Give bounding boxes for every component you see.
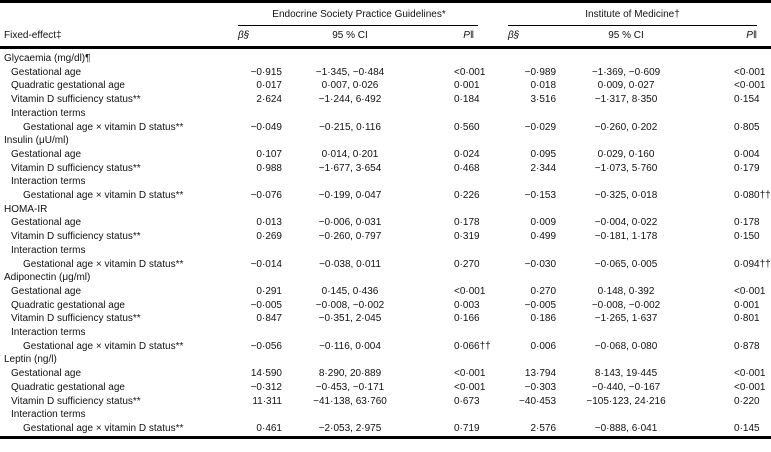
ci-endocrine: −0·351, 2·045 [318,313,382,325]
table-row [0,326,771,340]
row-label: Gestational age × vitamin D status** [23,121,184,133]
p-endocrine: 0·166 [454,313,480,325]
beta-endocrine: 0·461 [238,422,282,437]
beta-iom [508,134,556,148]
beta-endocrine: 0·269 [256,231,282,243]
ci-endocrine: −0·008, −0·002 [315,299,385,311]
beta-iom: 0·095 [530,148,557,160]
ci-iom: 8·143, 19·445 [594,368,658,380]
ci-endocrine: 0·145, 0·436 [321,285,379,297]
col-ci-1: 95 % CI [282,26,418,48]
row-label: Glycaemia (mg/dl)¶ [4,53,91,64]
beta-endocrine [238,271,282,285]
ci-iom: −0·065, 0·005 [594,258,658,270]
row-label: Quadratic gestational age [11,80,125,92]
row-label: Vitamin D sufficiency status** [11,94,141,106]
row-label: Interaction terms [11,409,86,421]
ci-endocrine: −0·116, 0·004 [319,340,381,352]
p-iom [696,134,757,148]
p-iom [696,326,757,340]
row-label: Quadratic gestational age [11,299,125,311]
row-label: Gestational age [11,285,82,297]
ci-endocrine: −1·244, 6·492 [318,94,382,106]
beta-iom: −0·005 [524,299,557,311]
table-row [0,66,771,80]
beta-endocrine: 0·017 [256,80,282,92]
beta-iom: 3·516 [530,94,557,106]
beta-iom: 0·270 [530,285,557,297]
beta-iom: 0·018 [530,80,557,92]
beta-endocrine: −0·056 [250,340,282,352]
beta-iom: 0·009 [530,217,557,229]
ci-endocrine: 0·014, 0·201 [321,148,379,160]
row-label: Vitamin D sufficiency status** [11,313,141,325]
table-row [0,408,771,422]
ci-endocrine: −0·453, −0·171 [315,381,385,393]
p-endocrine: 0·066†† [454,340,491,352]
table-row [0,285,771,299]
ci-iom: −0·325, 0·018 [594,190,658,202]
ci-iom: −0·008, −0·002 [591,299,661,311]
table-row [0,340,771,354]
beta-endocrine [238,107,282,121]
row-label: Adiponectin (μg/ml) [4,272,91,284]
p-iom: 0·220 [734,395,760,407]
p-iom: 0·801 [734,313,760,325]
row-label: Gestational age × vitamin D status** [0,422,238,437]
p-iom: 0·178 [734,217,760,229]
ci-endocrine: −1·677, 3·654 [318,162,382,174]
ci-iom [556,175,696,189]
ci-endocrine [282,408,418,422]
row-label: Gestational age × vitamin D status** [23,258,184,270]
beta-endocrine: 0·013 [256,217,282,229]
beta-iom [508,48,556,66]
beta-iom: −0·029 [524,121,557,133]
p-iom [696,48,757,66]
beta-endocrine [238,326,282,340]
column-header-row [0,26,771,48]
beta-endocrine: 11·311 [252,395,282,407]
beta-endocrine [238,134,282,148]
p-endocrine [418,175,478,189]
row-label: Insulin (μU/ml) [4,135,69,147]
col-ci-2: 95 % CI [556,26,696,48]
beta-endocrine: −0·915 [250,66,282,78]
beta-iom: 2·576 [508,422,556,437]
table-row [0,381,771,395]
p-iom: 0·080†† [734,190,771,202]
row-label: Gestational age × vitamin D status** [23,190,184,202]
p-iom [696,175,757,189]
beta-endocrine [238,353,282,367]
section-row [0,203,771,217]
beta-endocrine: 2·624 [256,94,282,106]
table-row [0,258,771,272]
ci-iom [556,271,696,285]
row-label: Gestational age [11,66,82,78]
p-iom: 0·179 [734,162,760,174]
ci-iom: −1·317, 8·350 [594,94,658,106]
p-endocrine: 0·178 [454,217,480,229]
col-p-2: P‖ [696,26,757,48]
table-row [0,216,771,230]
p-iom: 0·145 [696,422,757,437]
ci-iom [556,353,696,367]
group-header-row [0,2,771,26]
ci-iom [556,48,696,66]
beta-iom: −0·303 [524,381,557,393]
beta-endocrine [238,408,282,422]
p-endocrine: <0·001 [454,285,486,297]
p-iom: <0·001 [734,66,766,78]
table-row [0,175,771,189]
row-label: Interaction terms [11,176,86,188]
p-endocrine [418,244,478,258]
table-row [0,367,771,381]
row-label: Interaction terms [11,244,86,256]
p-endocrine: 0·319 [454,231,480,243]
beta-iom [508,244,556,258]
beta-iom: 0·006 [530,340,557,352]
p-endocrine [418,326,478,340]
ci-iom: −0·440, −0·167 [591,381,661,393]
p-endocrine: <0·001 [454,66,486,78]
beta-iom: 0·499 [530,231,557,243]
ci-iom: −1·369, −0·609 [591,66,661,78]
beta-endocrine: 0·291 [256,285,282,297]
beta-iom: 2·344 [530,162,557,174]
ci-iom [556,244,696,258]
p-endocrine [418,134,478,148]
beta-endocrine: −0·014 [250,258,282,270]
ci-endocrine: 0·007, 0·026 [321,80,379,92]
section-row [0,271,771,285]
ci-iom: −1·073, 5·760 [594,162,658,174]
ci-endocrine: −0·199, 0·047 [318,190,382,202]
row-label: Gestational age [11,368,82,380]
beta-endocrine [238,244,282,258]
beta-iom: −0·153 [524,190,557,202]
beta-endocrine: 0·988 [256,162,282,174]
p-endocrine: 0·001 [454,80,480,92]
p-iom: 0·094†† [734,258,771,270]
ci-iom: 0·009, 0·027 [597,80,655,92]
ci-iom: −0·888, 6·041 [556,422,696,437]
p-iom: 0·001 [734,299,760,311]
row-label: Quadratic gestational age [11,381,125,393]
p-endocrine [418,203,478,217]
ci-endocrine [282,107,418,121]
beta-iom [508,203,556,217]
p-endocrine [418,48,478,66]
p-iom: 0·004 [734,148,760,160]
section-row [0,134,771,148]
beta-endocrine [238,48,282,66]
p-iom [696,271,757,285]
ci-iom [556,203,696,217]
table-row [0,395,771,409]
table-row [0,162,771,176]
col-fixed-effect: Fixed-effect‡ [0,26,238,48]
beta-iom [508,326,556,340]
ci-endocrine [282,244,418,258]
beta-endocrine: −0·049 [250,121,282,133]
beta-endocrine [238,175,282,189]
group-header-iom: Institute of Medicine† [508,2,757,26]
p-endocrine [418,408,478,422]
ci-iom: −0·260, 0·202 [594,121,658,133]
row-label: Interaction terms [11,327,86,339]
table-row [0,93,771,107]
p-iom: 0·805 [734,121,760,133]
p-endocrine: 0·719 [418,422,478,437]
beta-iom: 13·794 [524,368,557,380]
p-iom [696,107,757,121]
p-iom [696,203,757,217]
ci-iom [556,134,696,148]
table-row [0,422,771,437]
beta-endocrine: 0·107 [256,148,282,160]
beta-endocrine: 0·847 [256,313,282,325]
p-iom: <0·001 [734,368,766,380]
beta-iom: 0·186 [530,313,557,325]
ci-iom: −1·265, 1·637 [594,313,658,325]
ci-endocrine: −0·006, 0·031 [318,217,382,229]
table-row [0,121,771,135]
col-p-1: P‖ [418,26,478,48]
row-label: Gestational age × vitamin D status** [23,340,184,352]
beta-iom [508,175,556,189]
ci-endocrine [282,203,418,217]
beta-iom: −40·453 [519,395,557,407]
ci-endocrine [282,175,418,189]
table-row [0,189,771,203]
group-header-endocrine: Endocrine Society Practice Guidelines* [238,2,478,26]
beta-iom: −0·989 [524,66,557,78]
p-iom: 0·878 [734,340,760,352]
ci-iom [556,107,696,121]
p-iom [696,244,757,258]
row-label: Gestational age [11,217,82,229]
p-iom [696,408,757,422]
p-endocrine: 0·003 [454,299,480,311]
ci-iom [556,408,696,422]
table-row [0,299,771,313]
p-iom: 0·150 [734,231,760,243]
row-label: Leptin (ng/l) [4,354,57,366]
ci-iom: −0·068, 0·080 [594,340,658,352]
p-endocrine [418,271,478,285]
beta-endocrine: −0·312 [250,381,282,393]
col-beta-1: β§ [238,26,282,48]
p-iom: <0·001 [734,381,766,393]
table-row [0,312,771,326]
row-label: Vitamin D sufficiency status** [11,395,141,407]
row-label: Vitamin D sufficiency status** [11,231,141,243]
ci-iom: −0·004, 0·022 [594,217,658,229]
ci-iom: −105·123, 24·216 [586,395,666,407]
section-row [0,353,771,367]
table-row [0,79,771,93]
p-endocrine: 0·024 [454,148,480,160]
p-endocrine [418,353,478,367]
p-endocrine: 0·673 [454,395,480,407]
ci-endocrine [282,353,418,367]
row-label: Interaction terms [11,107,86,119]
ci-endocrine: −0·260, 0·797 [318,231,382,243]
beta-iom [508,271,556,285]
p-iom: 0·154 [734,94,760,106]
row-label: Vitamin D sufficiency status** [11,162,141,174]
p-endocrine [418,107,478,121]
table-row [0,107,771,121]
p-endocrine: 0·468 [454,162,480,174]
ci-endocrine [282,271,418,285]
ci-iom: −0·181, 1·178 [594,231,658,243]
ci-iom [556,326,696,340]
beta-endocrine: −0·005 [250,299,282,311]
beta-endocrine [238,203,282,217]
ci-endocrine [282,48,418,66]
table-row [0,230,771,244]
p-endocrine: 0·560 [454,121,480,133]
ci-iom: 0·148, 0·392 [597,285,655,297]
p-endocrine: <0·001 [454,381,486,393]
beta-iom [508,353,556,367]
ci-endocrine: −41·138, 63·760 [313,395,387,407]
p-iom: <0·001 [734,285,766,297]
p-endocrine: 0·184 [454,94,480,106]
ci-endocrine: −2·053, 2·975 [282,422,418,437]
col-beta-2: β§ [508,26,556,48]
ci-endocrine [282,134,418,148]
ci-endocrine: 8·290, 20·889 [318,368,382,380]
ci-iom: 0·029, 0·160 [597,148,655,160]
beta-iom: −0·030 [524,258,557,270]
p-iom: <0·001 [734,80,766,92]
beta-iom [508,107,556,121]
beta-endocrine: 14·590 [250,368,282,380]
p-endocrine: 0·226 [454,190,480,202]
table-row [0,148,771,162]
beta-iom [508,408,556,422]
table-row [0,244,771,258]
p-endocrine: <0·001 [454,368,486,380]
beta-endocrine: −0·076 [250,190,282,202]
p-iom [696,353,757,367]
section-row [0,48,771,66]
ci-endocrine: −0·038, 0·011 [319,258,381,270]
ci-endocrine: −1·345, −0·484 [315,66,385,78]
row-label: HOMA-IR [4,203,48,215]
row-label: Gestational age [11,148,82,160]
ci-endocrine: −0·215, 0·116 [319,121,381,133]
ci-endocrine [282,326,418,340]
p-endocrine: 0·270 [454,258,480,270]
